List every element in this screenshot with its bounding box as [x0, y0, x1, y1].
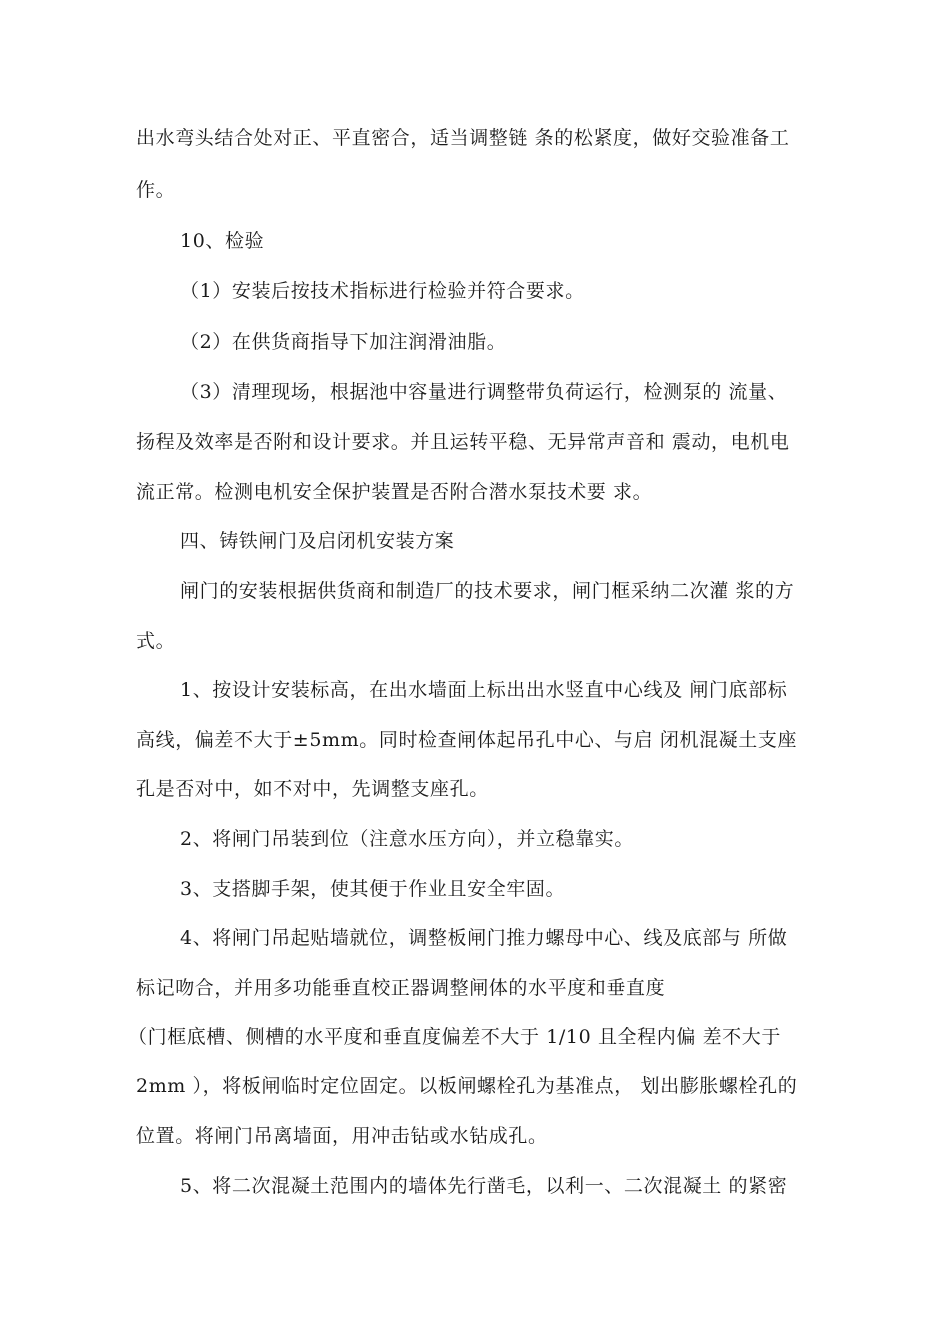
paragraph-line: 扬程及效率是否附和设计要求。并且运转平稳、无异常声音和 震动，电机电 [136, 431, 790, 453]
list-item: 2、将闸门吊装到位（注意水压方向），并立稳靠实。 [180, 828, 634, 850]
paragraph-line: 孔是否对中，如不对中，先调整支座孔。 [136, 778, 489, 800]
paragraph-line: 流正常。检测电机安全保护装置是否附合潜水泵技术要 求。 [136, 481, 653, 503]
paragraph-line: 作。 [136, 179, 176, 201]
paragraph-line: 高线，偏差不大于±5mm。同时检查闸体起吊孔中心、与启 闭机混凝土支座 [136, 729, 798, 751]
section-heading: 四、铸铁闸门及启闭机安装方案 [180, 530, 455, 552]
paragraph-line: 位置。将闸门吊离墙面，用冲击钻或水钻成孔。 [136, 1125, 548, 1147]
paragraph-line: 出水弯头结合处对正、平直密合，适当调整链 条的松紧度，做好交验准备工 [136, 127, 790, 149]
list-item: 4、将闸门吊起贴墙就位，调整板闸门推力螺母中心、线及底部与 所做 [180, 927, 788, 949]
list-item: 3、支搭脚手架，使其便于作业且安全牢固。 [180, 878, 566, 900]
section-heading: 10、检验 [180, 230, 265, 252]
list-item: （3）清理现场，根据池中容量进行调整带负荷运行，检测泵的 流量、 [180, 381, 788, 403]
paragraph-line: 2mm ），将板闸临时定位固定。以板闸螺栓孔为基准点， 划出膨胀螺栓孔的 [136, 1075, 798, 1097]
paragraph-line: 标记吻合，并用多功能垂直校正器调整闸体的水平度和垂直度 [136, 977, 666, 999]
list-item: 1、按设计安装标高，在出水墙面上标出出水竖直中心线及 闸门底部标 [180, 679, 788, 701]
paragraph-line: 闸门的安装根据供货商和制造厂的技术要求，闸门框采纳二次灌 浆的方 [180, 580, 795, 602]
list-item: （2）在供货商指导下加注润滑油脂。 [180, 331, 507, 353]
paragraph-line: 式。 [136, 630, 176, 652]
paragraph-line: （门框底槽、侧槽的水平度和垂直度偏差不大于 1/10 且全程内偏 差不大于 [128, 1026, 781, 1048]
list-item: 5、将二次混凝土范围内的墙体先行凿毛，以利一、二次混凝土 的紧密 [180, 1175, 788, 1197]
list-item: （1）安装后按技术指标进行检验并符合要求。 [180, 280, 585, 302]
